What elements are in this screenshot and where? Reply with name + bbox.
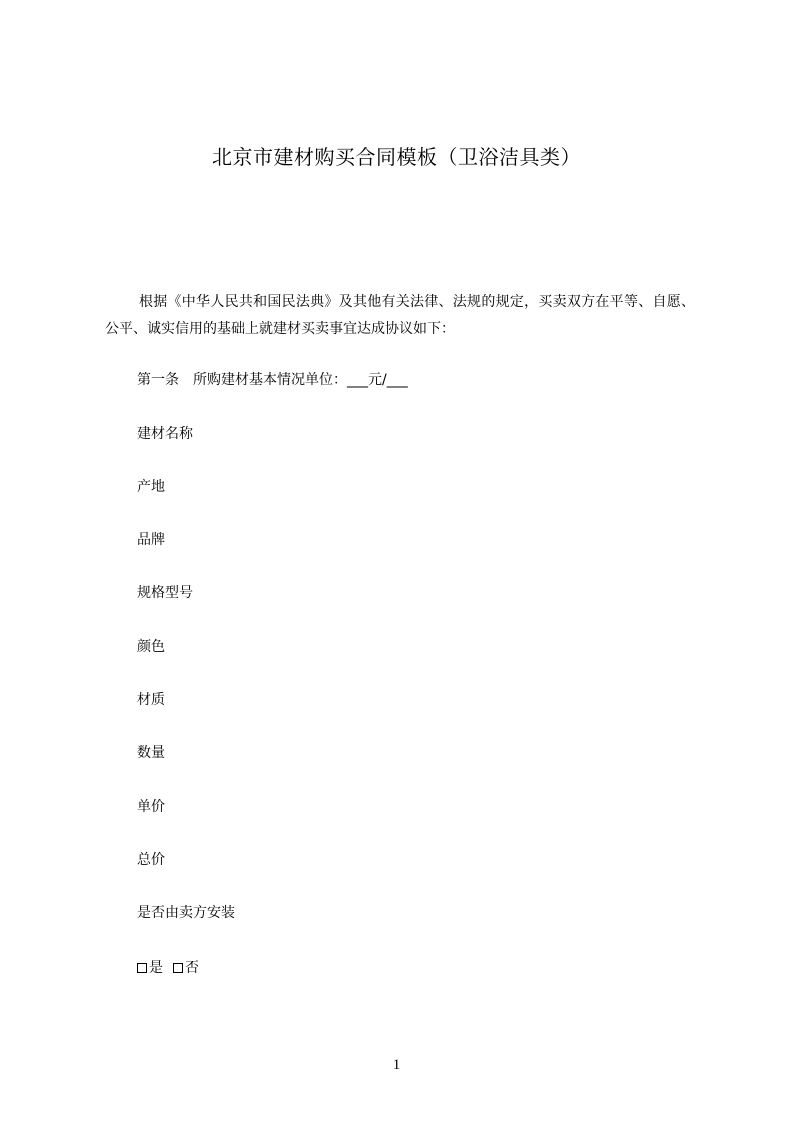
article-1-heading: 第一条 <box>137 372 179 388</box>
checkbox-icon[interactable] <box>173 963 183 973</box>
page-number: 1 <box>392 1057 401 1073</box>
install-options <box>137 958 199 978</box>
checkbox-icon[interactable] <box>137 963 147 973</box>
field-unit-price: 单价 <box>137 799 165 815</box>
field-total-price: 总价 <box>137 852 165 868</box>
option-no[interactable]: 否 <box>173 960 199 976</box>
field-installation: 是否由卖方安装 <box>137 905 235 921</box>
field-origin: 产地 <box>137 479 165 495</box>
article-1 <box>137 370 408 390</box>
option-yes[interactable]: 是 <box>137 960 163 976</box>
field-brand: 品牌 <box>137 532 165 548</box>
article-1-text: 所购建材基本情况单位：___元/___ <box>193 372 408 388</box>
field-specification: 规格型号 <box>137 585 193 601</box>
field-material: 材质 <box>137 692 165 708</box>
field-material-name: 建材名称 <box>137 426 193 442</box>
field-quantity: 数量 <box>137 745 165 761</box>
field-color: 颜色 <box>137 639 165 655</box>
intro-paragraph: 根据《中华人民共和国民法典》及其他有关法律、法规的规定，买卖双方在平等、自愿、公平、诚实信用的基础上就建材买卖事宜达成协议如下： <box>105 294 695 337</box>
document-title: 北京市建材购买合同模板（卫浴洁具类） <box>212 145 581 169</box>
